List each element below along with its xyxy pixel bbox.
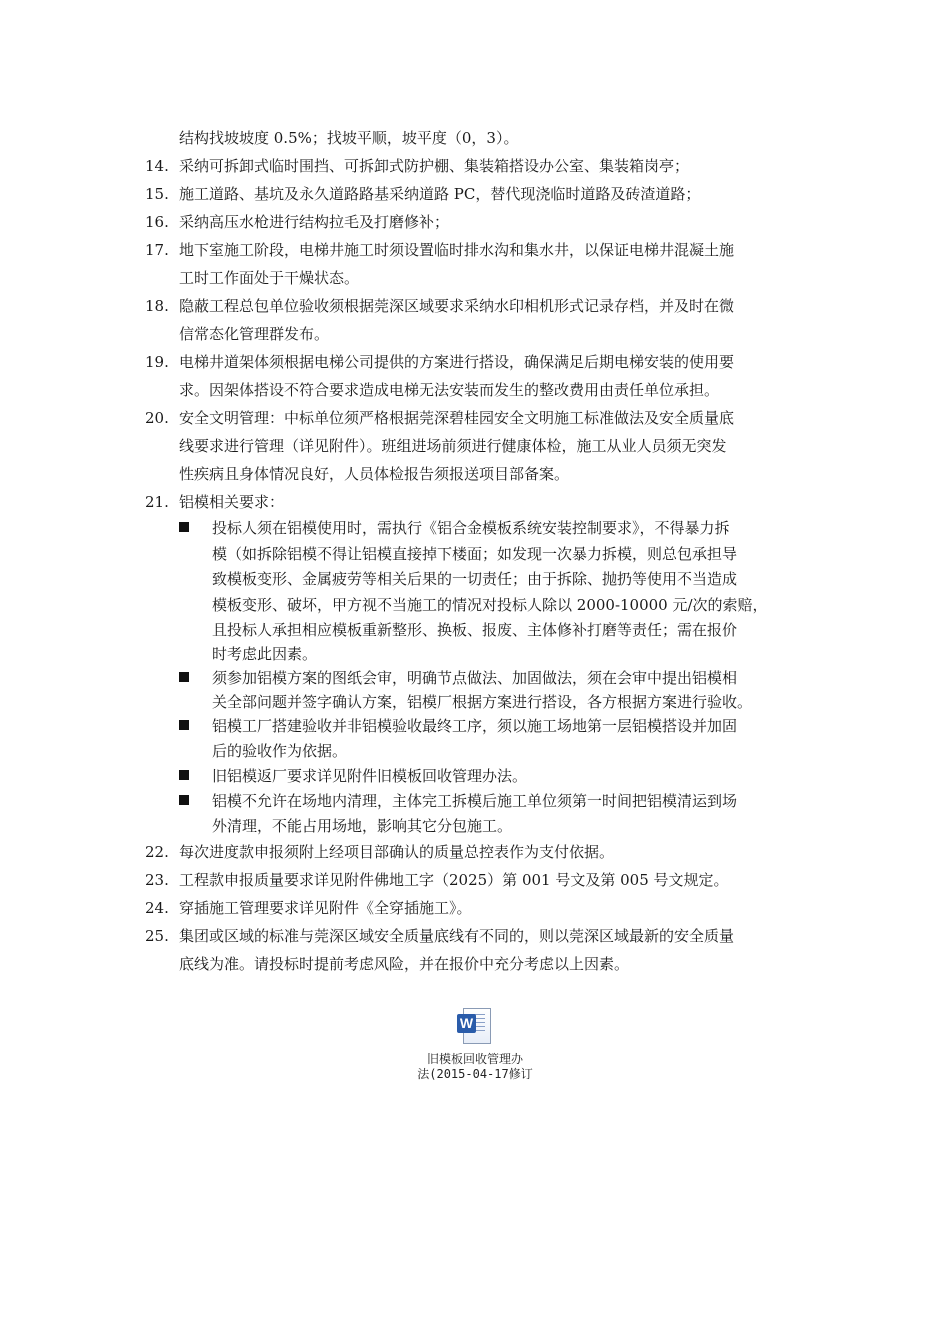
item-text: 隐蔽工程总包单位验收须根据莞深区域要求采纳水印相机形式记录存档，并及时在微: [179, 297, 735, 315]
item-text: 采纳可拆卸式临时围挡、可拆卸式防护棚、集装箱搭设办公室、集装箱岗亭；: [179, 157, 690, 175]
item-text: 施工道路、基坑及永久道路路基采纳道路 PC，替代现浇临时道路及砖渣道路；: [179, 185, 701, 203]
item-number: 23.: [145, 871, 169, 889]
embedded-attachment[interactable]: [410, 1006, 540, 1082]
item-number: 15.: [145, 185, 169, 203]
item-number: 16.: [145, 213, 169, 231]
bullet-text: 模（如拆除铝模不得让铝模直接掉下楼面；如发现一次暴力拆模，则总包承担导: [212, 545, 738, 563]
attachment-label-line1: 旧模板回收管理办: [426, 1052, 523, 1066]
item-number: 22.: [145, 843, 169, 861]
item-number: 17.: [145, 241, 169, 259]
bullet-text: 须参加铝模方案的图纸会审，明确节点做法、加固做法，须在会审中提出铝模相: [212, 669, 738, 687]
item-text: 信常态化管理群发布。: [179, 325, 330, 343]
bullet-square-icon: [179, 720, 189, 730]
bullet-text: 投标人须在铝模使用时，需执行《铝合金模板系统安装控制要求》，不得暴力拆: [212, 519, 730, 537]
item-text: 电梯井道架体须根据电梯公司提供的方案进行搭设，确保满足后期电梯安装的使用要: [179, 353, 735, 371]
item-text: 铝模相关要求：: [179, 493, 285, 511]
item-text: 每次进度款申报须附上经项目部确认的质量总控表作为支付依据。: [179, 843, 615, 861]
word-document-icon[interactable]: [457, 1006, 493, 1046]
bullet-text: 外清理，不能占用场地，影响其它分包施工。: [212, 817, 513, 835]
item-number: 18.: [145, 297, 169, 315]
item-text: 采纳高压水枪进行结构拉毛及打磨修补；: [179, 213, 450, 231]
item-text: 穿插施工管理要求详见附件《全穿插施工》。: [179, 899, 472, 917]
item-text: 集团或区域的标准与莞深区域安全质量底线有不同的，则以莞深区域最新的安全质量: [179, 927, 735, 945]
bullet-text: 模板变形、破坏，甲方视不当施工的情况对投标人除以 2000-10000 元/次的索赔，: [212, 596, 768, 614]
bullet-text: 且投标人承担相应模板重新整形、换板、报废、主体修补打磨等责任；需在报价: [212, 621, 738, 639]
item-text: 安全文明管理：中标单位须严格根据莞深碧桂园安全文明施工标准做法及安全质量底: [179, 409, 735, 427]
item-text: 地下室施工阶段，电梯井施工时须设置临时排水沟和集水井，以保证电梯井混凝土施: [179, 241, 735, 259]
item-number: 24.: [145, 899, 169, 917]
bullet-text: 时考虑此因素。: [212, 645, 318, 663]
item-number: 25.: [145, 927, 169, 945]
item-text: 底线为准。请投标时提前考虑风险，并在报价中充分考虑以上因素。: [179, 955, 630, 973]
continuation-text: 结构找坡坡度 0.5%；找坡平顺，坡平度（0，3）。: [179, 129, 519, 147]
bullet-square-icon: [179, 522, 189, 532]
bullet-square-icon: [179, 795, 189, 805]
item-number: 19.: [145, 353, 169, 371]
bullet-text: 铝模不允许在场地内清理，主体完工拆模后施工单位须第一时间把铝模清运到场: [212, 792, 738, 810]
bullet-text: 致模板变形、金属疲劳等相关后果的一切责任；由于拆除、抛扔等使用不当造成: [212, 570, 738, 588]
bullet-square-icon: [179, 672, 189, 682]
item-text: 线要求进行管理（详见附件）。班组进场前须进行健康体检，施工从业人员须无突发: [179, 437, 727, 455]
item-number: 20.: [145, 409, 169, 427]
attachment-label-line2: 法(2015-04-17修订: [417, 1067, 533, 1081]
item-text: 工程款申报质量要求详见附件佛地工字（2025）第 001 号文及第 005 号文规定。: [179, 871, 729, 889]
bullet-text: 关全部问题并签字确认方案，铝模厂根据方案进行搭设，各方根据方案进行验收。: [212, 693, 753, 711]
item-number: 21.: [145, 493, 169, 511]
bullet-text: 铝模工厂搭建验收并非铝模验收最终工序，须以施工场地第一层铝模搭设并加固: [212, 717, 738, 735]
bullet-text: 旧铝模返厂要求详见附件旧模板回收管理办法。: [212, 767, 528, 785]
bullet-text: 后的验收作为依据。: [212, 742, 348, 760]
word-badge: W: [457, 1014, 476, 1033]
bullet-square-icon: [179, 770, 189, 780]
item-number: 14.: [145, 157, 169, 175]
item-text: 求。因架体搭设不符合要求造成电梯无法安装而发生的整改费用由责任单位承担。: [179, 381, 720, 399]
item-text: 性疾病且身体情况良好，人员体检报告须报送项目部备案。: [179, 465, 570, 483]
item-text: 工时工作面处于干燥状态。: [179, 269, 360, 287]
